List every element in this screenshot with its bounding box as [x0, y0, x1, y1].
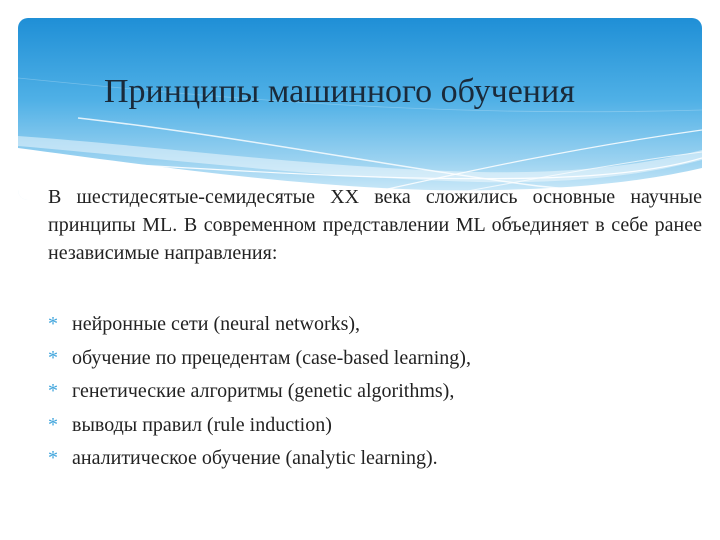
asterisk-bullet-icon: *	[48, 313, 58, 335]
list-item	[48, 411, 688, 445]
list-item	[48, 444, 688, 478]
bullet-text: генетические алгоритмы (genetic algorithms),	[72, 380, 455, 402]
bullet-text: аналитическое обучение (analytic learning).	[72, 447, 438, 469]
intro-paragraph: В шестидесятые-семидесятые XX века сложились основные научные принципы ML. В современном представлении ML объединяет в себе ранее независимые направления:	[48, 186, 702, 264]
bullet-list	[48, 310, 688, 478]
list-item	[48, 344, 688, 378]
list-item	[48, 377, 688, 411]
slide-title: Принципы машинного обучения	[104, 73, 575, 110]
asterisk-bullet-icon: *	[48, 447, 58, 469]
asterisk-bullet-icon: *	[48, 380, 58, 402]
asterisk-bullet-icon: *	[48, 346, 58, 369]
bullet-text: выводы правил (rule induction)	[72, 413, 332, 436]
bullet-text: обучение по прецедентам (case-based learning),	[72, 346, 471, 369]
bullet-text: нейронные сети (neural networks),	[72, 313, 361, 335]
asterisk-bullet-icon: *	[48, 413, 58, 436]
list-item	[48, 310, 688, 344]
